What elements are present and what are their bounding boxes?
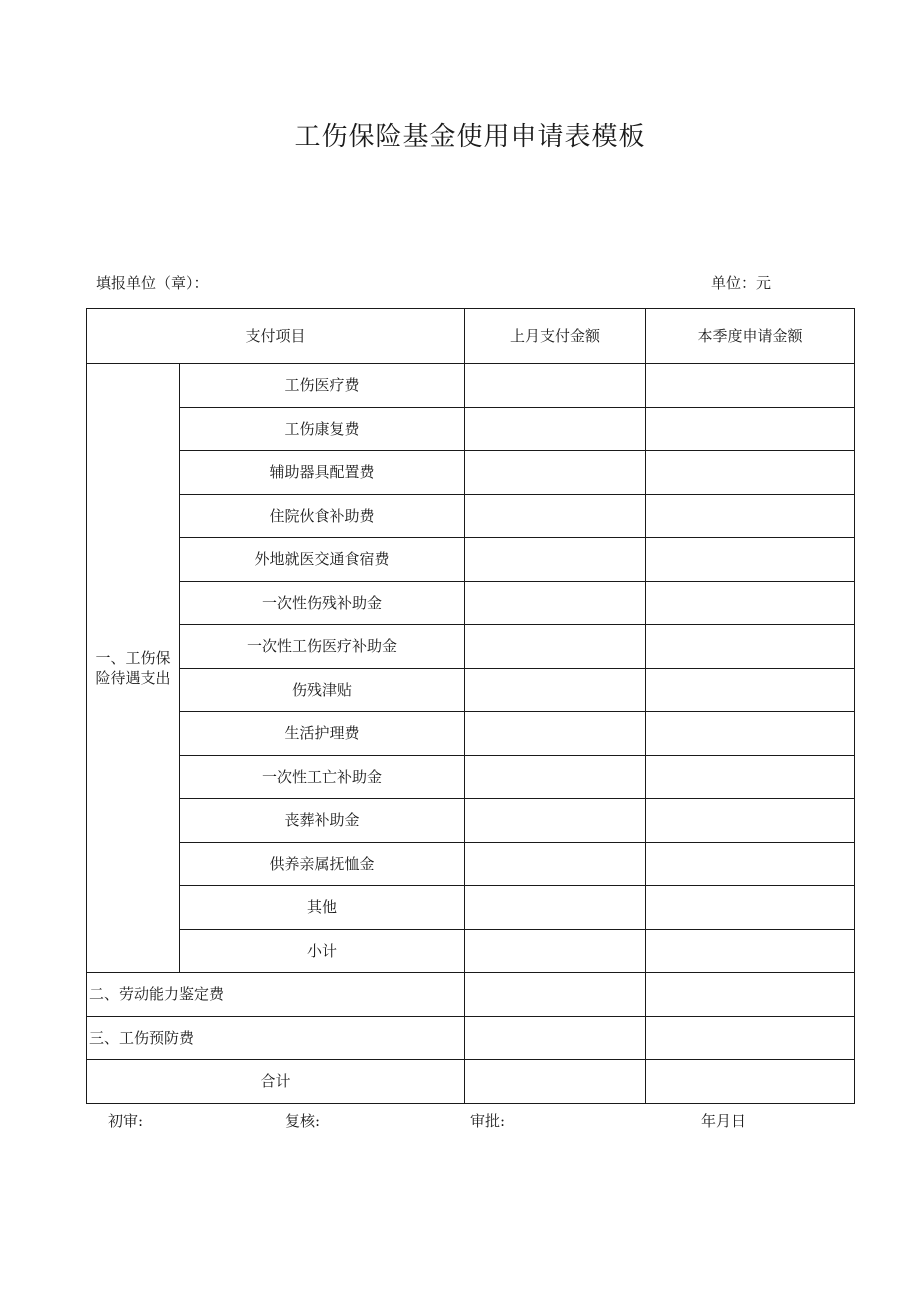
table-row [87,538,855,582]
quarter-request-amount-cell[interactable] [646,1060,855,1104]
quarter-request-amount-cell[interactable] [646,799,855,843]
last-month-amount-cell[interactable] [465,1060,646,1104]
last-month-amount-cell[interactable] [465,364,646,408]
table-row [87,407,855,451]
reporting-unit-label: 填报单位（章）： [96,274,209,292]
table-row [87,451,855,495]
last-month-amount-cell[interactable] [465,668,646,712]
quarter-request-amount-cell[interactable] [646,929,855,973]
quarter-request-amount-cell[interactable] [646,755,855,799]
subtotal-label: 小计 [180,929,465,973]
table-row [87,886,855,930]
table-row [87,1060,855,1104]
table-row [87,364,855,408]
recheck-label: 复核: [285,1112,321,1130]
item-label: 一次性工伤医疗补助金 [180,625,465,669]
quarter-request-amount-cell[interactable] [646,364,855,408]
last-month-amount-cell[interactable] [465,407,646,451]
last-month-amount-cell[interactable] [465,1016,646,1060]
quarter-request-amount-cell[interactable] [646,538,855,582]
quarter-request-amount-cell[interactable] [646,886,855,930]
item-label: 一次性工亡补助金 [180,755,465,799]
header-last-month-amount: 上月支付金额 [465,309,646,364]
item-label: 住院伙食补助费 [180,494,465,538]
table-row [87,842,855,886]
item-label: 供养亲属抚恤金 [180,842,465,886]
quarter-request-amount-cell[interactable] [646,712,855,756]
item-label: 生活护理费 [180,712,465,756]
table-header-row [87,309,855,364]
quarter-request-amount-cell[interactable] [646,973,855,1017]
date-label: 年月日 [701,1112,747,1130]
last-month-amount-cell[interactable] [465,451,646,495]
category-labor-ability-assessment: 二、劳动能力鉴定费 [87,973,465,1017]
last-month-amount-cell[interactable] [465,755,646,799]
last-month-amount-cell[interactable] [465,886,646,930]
table-row [87,712,855,756]
item-label: 伤残津贴 [180,668,465,712]
table-row [87,1016,855,1060]
last-month-amount-cell[interactable] [465,799,646,843]
item-label: 一次性伤残补助金 [180,581,465,625]
approval-label: 审批: [470,1112,506,1130]
table-row [87,973,855,1017]
last-month-amount-cell[interactable] [465,581,646,625]
item-label: 外地就医交通食宿费 [180,538,465,582]
table-row [87,494,855,538]
page-title: 工伤保险基金使用申请表模板 [294,122,646,152]
application-form-table [86,308,855,1104]
quarter-request-amount-cell[interactable] [646,625,855,669]
item-label: 其他 [180,886,465,930]
item-label: 辅助器具配置费 [180,451,465,495]
quarter-request-amount-cell[interactable] [646,842,855,886]
last-month-amount-cell[interactable] [465,929,646,973]
last-month-amount-cell[interactable] [465,494,646,538]
quarter-request-amount-cell[interactable] [646,1016,855,1060]
quarter-request-amount-cell[interactable] [646,494,855,538]
last-month-amount-cell[interactable] [465,842,646,886]
quarter-request-amount-cell[interactable] [646,668,855,712]
item-label: 工伤康复费 [180,407,465,451]
item-label: 工伤医疗费 [180,364,465,408]
table-row [87,581,855,625]
category-injury-benefits: 一、工伤保险待遇支出 [87,364,180,973]
table-row [87,799,855,843]
table-row [87,668,855,712]
last-month-amount-cell[interactable] [465,538,646,582]
initial-review-label: 初审: [108,1112,144,1130]
header-payment-item: 支付项目 [87,309,465,364]
table-row [87,929,855,973]
category-injury-prevention: 三、工伤预防费 [87,1016,465,1060]
total-label: 合计 [87,1060,465,1104]
quarter-request-amount-cell[interactable] [646,407,855,451]
item-label: 丧葬补助金 [180,799,465,843]
quarter-request-amount-cell[interactable] [646,451,855,495]
quarter-request-amount-cell[interactable] [646,581,855,625]
table-row [87,625,855,669]
last-month-amount-cell[interactable] [465,625,646,669]
header-quarter-request-amount: 本季度申请金额 [646,309,855,364]
last-month-amount-cell[interactable] [465,973,646,1017]
currency-unit-label: 单位：元 [711,274,772,292]
table-row [87,755,855,799]
last-month-amount-cell[interactable] [465,712,646,756]
